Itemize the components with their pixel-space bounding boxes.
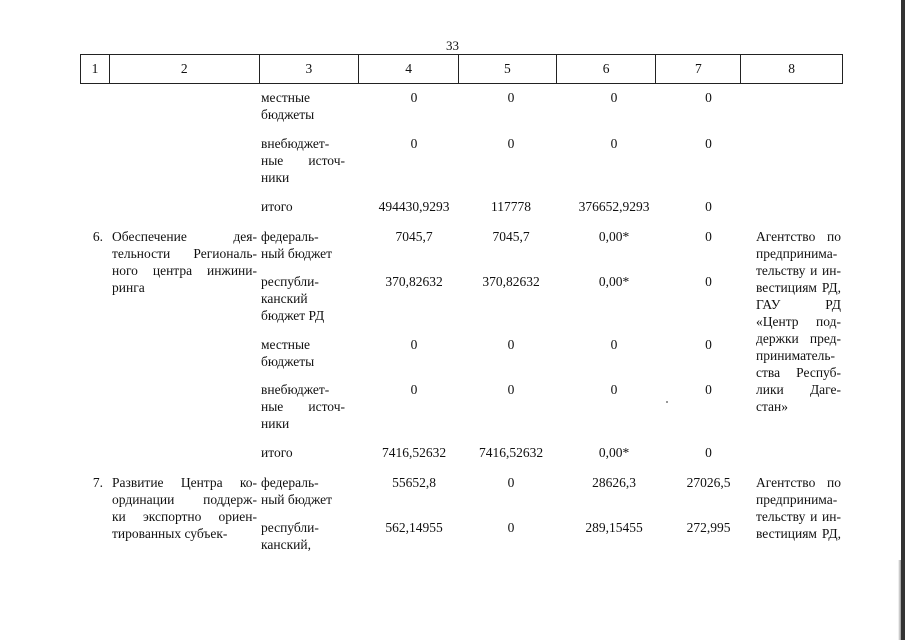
funding-source-line: ный бюджет (261, 246, 333, 261)
funding-source-line: ные источ- (261, 399, 345, 414)
funding-source (259, 336, 359, 370)
value-col-6: 0 (610, 90, 618, 105)
value-col-4: 370,82632 (385, 274, 443, 289)
funding-source-line: канский (261, 291, 308, 306)
executor (742, 135, 843, 186)
executor (742, 519, 843, 553)
row-title (109, 444, 259, 461)
row-title (109, 198, 259, 215)
funding-source-line: бюджет РД (261, 308, 325, 323)
table-row (80, 336, 843, 370)
funding-source-line: ный бюджет (261, 492, 333, 507)
value-col-4: 55652,8 (392, 475, 436, 490)
row-title-line: Обеспечение дея- (112, 229, 257, 244)
value-col-4: 0 (410, 136, 418, 151)
funding-source-line: местные (261, 337, 311, 352)
row-number (80, 273, 109, 324)
row-number: 7. (92, 475, 103, 490)
value-col-4: 7045,7 (395, 229, 433, 244)
table-row (80, 519, 843, 553)
value-col-6: 0 (610, 136, 618, 151)
row-title-line: ки экспортно ориен- (112, 509, 257, 524)
value-col-6: 0,00* (598, 274, 630, 289)
value-col-5: 0 (507, 382, 515, 397)
table-row (80, 89, 843, 123)
funding-source-line: федераль- (261, 475, 319, 490)
scan-shadow (898, 560, 901, 640)
header-col-5: 5 (459, 55, 557, 83)
header-col-8: 8 (788, 61, 795, 76)
value-col-7: 0 (705, 229, 712, 244)
executor-line: Агентство по (756, 475, 841, 490)
executor-line: приниматель- (756, 348, 836, 363)
value-col-4: 494430,9293 (378, 199, 450, 214)
row-number (80, 135, 109, 186)
value-col-5: 0 (507, 520, 515, 535)
value-col-5: 7416,52632 (478, 445, 544, 460)
executor (742, 444, 843, 461)
row-number (80, 198, 109, 215)
funding-source-line: местные (261, 90, 311, 105)
row-title (109, 89, 259, 123)
funding-source-line: республи- (261, 520, 319, 535)
funding-source-line: внебюджет- (261, 382, 330, 397)
funding-source-line: канский, (261, 537, 311, 552)
funding-source-line: республи- (261, 274, 319, 289)
executor-line: вестициям РД, (756, 280, 841, 295)
value-col-4: 0 (410, 337, 418, 352)
funding-source (259, 198, 359, 215)
funding-source (259, 444, 359, 461)
table-header (80, 54, 843, 84)
header-col-2: 2 (110, 55, 260, 83)
executor-line: Агентство по (756, 229, 841, 244)
header-col-7: 7 (656, 55, 741, 83)
header-col-1: 1 (81, 55, 110, 83)
row-title (109, 273, 259, 324)
executor (742, 336, 843, 370)
funding-source-line: итого (261, 445, 293, 460)
executor-line: предпринима- (756, 246, 838, 261)
row-title-line: тированных субъек- (112, 526, 228, 541)
value-col-6: 289,15455 (585, 520, 643, 535)
executor-line: «Центр под- (756, 314, 841, 329)
funding-source (259, 381, 359, 432)
value-col-7: 0 (705, 274, 712, 289)
row-title-line: Развитие Центра ко- (112, 475, 257, 490)
value-col-6: 0,00* (598, 229, 630, 244)
scan-edge (901, 0, 905, 640)
executor (742, 381, 843, 432)
table-row (80, 273, 843, 324)
executor-line: тельству и ин- (756, 263, 841, 278)
value-col-4: 7416,52632 (381, 445, 447, 460)
funding-source-line: итого (261, 199, 293, 214)
funding-source-line: внебюджет- (261, 136, 330, 151)
executor (742, 198, 843, 215)
funding-source-line: ники (261, 170, 290, 185)
row-title-line: ринга (112, 280, 145, 295)
scan-speck (666, 401, 668, 403)
funding-source (259, 89, 359, 123)
row-title-line: ординации поддерж- (112, 492, 257, 507)
row-title-line: ного центра инжини- (112, 263, 257, 278)
executor-line: тельству и ин- (756, 509, 841, 524)
value-col-5: 0 (507, 136, 515, 151)
row-title-line: тельности Региональ- (112, 246, 257, 261)
executor-line: держки пред- (756, 331, 841, 346)
value-col-6: 0 (610, 337, 618, 352)
value-col-4: 0 (410, 382, 418, 397)
row-title (109, 519, 259, 553)
funding-source-line: бюджеты (261, 354, 315, 369)
page-number: 33 (446, 38, 459, 53)
header-col-3: 3 (260, 55, 360, 83)
value-col-6: 376652,9293 (578, 199, 650, 214)
value-col-5: 370,82632 (482, 274, 540, 289)
row-number: 6. (92, 229, 103, 244)
value-col-5: 117778 (491, 199, 531, 214)
table-row (80, 198, 843, 215)
value-col-5: 0 (507, 90, 515, 105)
value-col-4: 562,14955 (385, 520, 443, 535)
row-title (109, 135, 259, 186)
value-col-7: 0 (705, 337, 712, 352)
funding-source-line: федераль- (261, 229, 319, 244)
row-number (80, 336, 109, 370)
executor-line: предпринима- (756, 492, 838, 507)
value-col-6: 28626,3 (592, 475, 636, 490)
header-col-6: 6 (557, 55, 657, 83)
funding-source-line: ные источ- (261, 153, 345, 168)
value-col-7: 0 (705, 199, 712, 214)
value-col-5: 0 (507, 475, 515, 490)
header-col-4: 4 (359, 55, 459, 83)
value-col-7: 272,995 (686, 520, 731, 535)
funding-source-line: бюджеты (261, 107, 315, 122)
value-col-7: 0 (705, 382, 712, 397)
row-title (109, 336, 259, 370)
value-col-6: 0,00* (598, 445, 630, 460)
value-col-7: 27026,5 (686, 475, 731, 490)
row-title (109, 381, 259, 432)
executor (742, 89, 843, 123)
value-col-7: 0 (705, 136, 712, 151)
table-row (80, 444, 843, 461)
executor-line: ГАУ РД (756, 297, 841, 312)
row-number (80, 381, 109, 432)
executor-line: лики Даге- (756, 382, 841, 397)
executor-line: стан» (756, 399, 789, 414)
row-number (80, 89, 109, 123)
value-col-5: 0 (507, 337, 515, 352)
value-col-7: 0 (705, 445, 712, 460)
row-number (80, 444, 109, 461)
table-row (80, 135, 843, 186)
executor (742, 273, 843, 324)
value-col-5: 7045,7 (492, 229, 530, 244)
value-col-7: 0 (705, 90, 712, 105)
funding-source (259, 273, 359, 324)
executor-line: вестициям РД, (756, 526, 841, 541)
funding-source (259, 135, 359, 186)
funding-source (259, 519, 359, 553)
value-col-4: 0 (410, 90, 418, 105)
funding-source-line: ники (261, 416, 290, 431)
executor-line: ства Респуб- (756, 365, 841, 380)
row-number (80, 519, 109, 553)
value-col-6: 0 (610, 382, 618, 397)
table-row (80, 381, 843, 432)
